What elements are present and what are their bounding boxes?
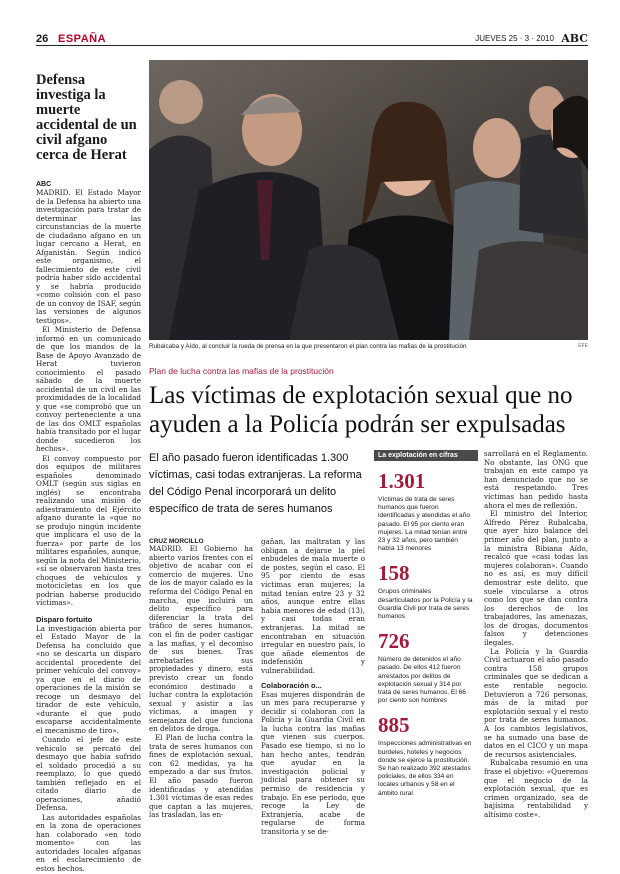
main-kicker: Plan de lucha contra las mafias de la prostitución	[149, 366, 334, 376]
main-paragraph: El Plan de lucha contra la trata de seres humanos con fines de explotación sexual, con 62 medidas, ya ha empezado a dar sus frutos. El año pasado fueron identificadas y atendidas 1.301 víctimas de esas redes que captan a las mujeres, las trasladan, las en-	[149, 733, 253, 820]
main-headline: Las víctimas de explotación sexual que no ayuden a la Policía podrán ser expulsadas	[149, 382, 573, 438]
side-paragraph: El Ministerio de Defensa informó en un comunicado de que los mandos de la Base de Apoyo Avanzado de Herat tuvieron conocimiento el pasado sábado de la muerte accidental de un civil en las proximidades de la localidad y que «se comprobó que un convoy perteneciente a una de las dos OMLT españolas había transitado por el lugar donde sucedieron los hechos».	[36, 325, 141, 453]
stat-item	[374, 561, 478, 621]
main-column-1	[149, 538, 253, 820]
side-subhead: Disparo fortuito	[36, 614, 93, 624]
side-paragraph: Cuando el jefe de este vehículo se percató del desmayo que había sufrido el soldado procedió a su reemplazo, lo que quedó también reflejado en el citado diario de operaciones, añadió Defensa.	[36, 735, 141, 812]
stat-number: 1.301	[378, 469, 426, 493]
stats-box	[374, 450, 478, 841]
side-headline: Defensa investiga la muerte accidental de un civil afgano cerca de Herat	[36, 72, 137, 163]
photo-credit: EFE	[578, 343, 588, 349]
side-story	[36, 73, 141, 874]
main-paragraph: sarrollará en el Reglamento. No obstante, las ONG que trabajan en este campo ya han denunciado que no se está respetando. Tres víctimas han pedido hasta ahora el mes de reflexión.	[484, 449, 588, 510]
side-paragraph: Las autoridades españolas en la zona de operaciones han colaborado «en todo momento» con las autoridades locales afganas en el esclarecimiento de estos hechos.	[36, 812, 141, 873]
caption-text: Rubalcaba y Aído, al concluir la rueda de prensa en la que presentaron el plan contra las mafias de la prostitución	[149, 343, 467, 350]
main-paragraph: gañan, las maltratan y las obligan a dejarse la piel enbudeles de mala muerte o de postes, según el caso. El 95 por ciento de esas víctimas eran mujeres; la mitad tenían entre 23 y 32 años, aunque entre ellas había menores de edad (13), y casi todas eran extranjeras. La mitad se encontraban en situación irregular en nuestro país, lo que añade elementos de indefensión y vulnerabilidad.	[261, 537, 365, 675]
photo-illustration	[149, 60, 588, 340]
stat-item	[374, 469, 478, 553]
stat-description: Víctimas de trata de seres humanos que fueron identificadas y atendidas el año pasado. El 95 por ciento eran mujeres. La mitad tenían entre 23 y 32 años, pero también había 13 menores	[378, 496, 471, 553]
main-subhead: Colaboración o...	[261, 680, 322, 690]
news-photo	[149, 60, 588, 340]
main-paragraph: Esas mujeres dispondrán de un mes para recuperarse y decidir si colaboran con la Policía y la Guardia Civil en la lucha contra las mafias que vienen sus cuerpos. Pasado ese tiempo, si no lo han hecho antes, tendrán que ayudar en la investigación policial y judicial para obtener su permiso de residencia y trabajo. En ese periodo, que recoge la Ley de Extranjería, acabe de regularse de forma transitoria y se de-	[261, 689, 365, 836]
side-paragraph: El convoy compuesto por dos equipos de militares españoles denominado OMLT (según sus siglas en inglés) se encontraba realizando una misión de adiestramiento del Ejército afgano durante la «que no se produjo ningún incidente que implicara el uso de la fuerza» por parte de los militares españoles, aunque, según la nota del Ministerio, «sí se observaron hasta tres choques de vehículos y motocicletas en los que podrían haberse producido víctimas».	[36, 453, 141, 607]
section-label: ESPAÑA	[58, 33, 107, 45]
page-number: 26	[36, 33, 49, 45]
main-paragraph: La Policía y la Guardia Civil actuaron el año pasado contra 158 grupos criminales que se dedican a este rentable negocio. Detuvieron a 726 personas, más de la mitad por explotación sexual y el resto por trata de seres humanos. A los cambios legislativos, se ha sumado una base de datos en el CICO y un mapa de recursos asistenciales.	[484, 646, 588, 759]
photo-caption	[149, 343, 588, 350]
stat-description: Grupos criminales desarticulados por la Policía y la Guardia Civil por trata de seres humanos	[378, 588, 473, 621]
stat-item	[374, 629, 478, 705]
stat-item	[374, 713, 478, 797]
side-paragraph: La investigación abierta por el Estado Mayor de la Defensa ha concluido que «no se descarta un disparo accidental procedente del primer vehículo del convoy» ya que en el diario de operaciones de la misión se recoge un desmayo del tirador de este vehículo, «durante el que pudo escaparse accidentalmente el mecanismo de tiro».	[36, 623, 141, 735]
side-byline: ABC	[36, 181, 52, 188]
main-paragraph: Rubalcaba resumió en una frase el objetivo: «Queremos que el negocio de la explotación sexual, que es crimen organizado, sea de bajísima rentabilidad y altísimo coste».	[484, 758, 588, 819]
stats-box-title: La explotación en cifras	[374, 450, 478, 461]
issue-date: JUEVES 25 · 3 · 2010	[475, 34, 554, 43]
stat-number: 726	[378, 629, 410, 654]
stat-description: Inspecciones administrativas en burdeles, hoteles y negocios donde se ejerce la prostitución. Se han realizado 392 atestados policiales, de ellos 334 en locales urbanos y 58 en el ámbito rural	[378, 740, 472, 797]
main-byline: CRUZ MORCILLO	[149, 538, 204, 545]
main-paragraph: MADRID. El Gobierno ha abierto varios frentes con el objetivo de acabar con el comercio de mujeres. Uno de los de mayor calado es la reforma del Código Penal en marcha, que incluirá un delito específico para diferenciar la trata del tráfico de seres humanos, con el fin de poder castigar a las mafias, y el decomiso de sus bienes. Tras arrebatarles sus propiedades y dinero, está previsto crear un fondo económico destinado a luchar contra la explotación sexual y asistir a las víctimas, a imagen y semejanza del que funciona en delitos de droga.	[149, 544, 253, 734]
main-column-2	[261, 538, 365, 837]
stat-number: 885	[378, 713, 410, 738]
main-column-3	[484, 450, 588, 820]
stat-description: Número de detenidos el año pasado. De ellos 412 fueron arrestados por delitos de explotación sexual y 314 por trata de seres humanos. El 66 por ciento son hombres	[378, 656, 466, 705]
main-paragraph: El ministro del Interior, Alfredo Pérez Rubalcaba, que ayer hizo balance del primer año del plan, junto a la ministra Bibiana Aído, recalcó que «casi todas las mujeres colaboran». Cuando no es así, es muy difícil demostrar este delito, que suele vincularse a otros como los que se dan contra los derechos de los trabajadores, las amenazas, los de drogas, documentos falsos y detenciones ilegales.	[484, 509, 588, 648]
brand-logo: ABC	[561, 32, 588, 45]
side-paragraph: MADRID. El Estado Mayor de la Defensa ha abierto una investigación para tratar de determinar las circunstancias de la muerte de ciudadano afgano en un lugar cercano a Herat, en Afganistán. Según indicó este organismo, el fallecimiento de este civil podría haber sido accidental y se habría producido «como colisión con el paso de un convoy de ISAF, según las versiones de algunos testigos».	[36, 188, 141, 325]
stat-number: 158	[378, 561, 410, 586]
main-dek: El año pasado fueron identificadas 1.300 víctimas, casi todas extranjeras. La reforma del Código Penal incorporará un delito específico de trata de seres humanos	[149, 452, 362, 515]
page-header	[36, 33, 588, 46]
